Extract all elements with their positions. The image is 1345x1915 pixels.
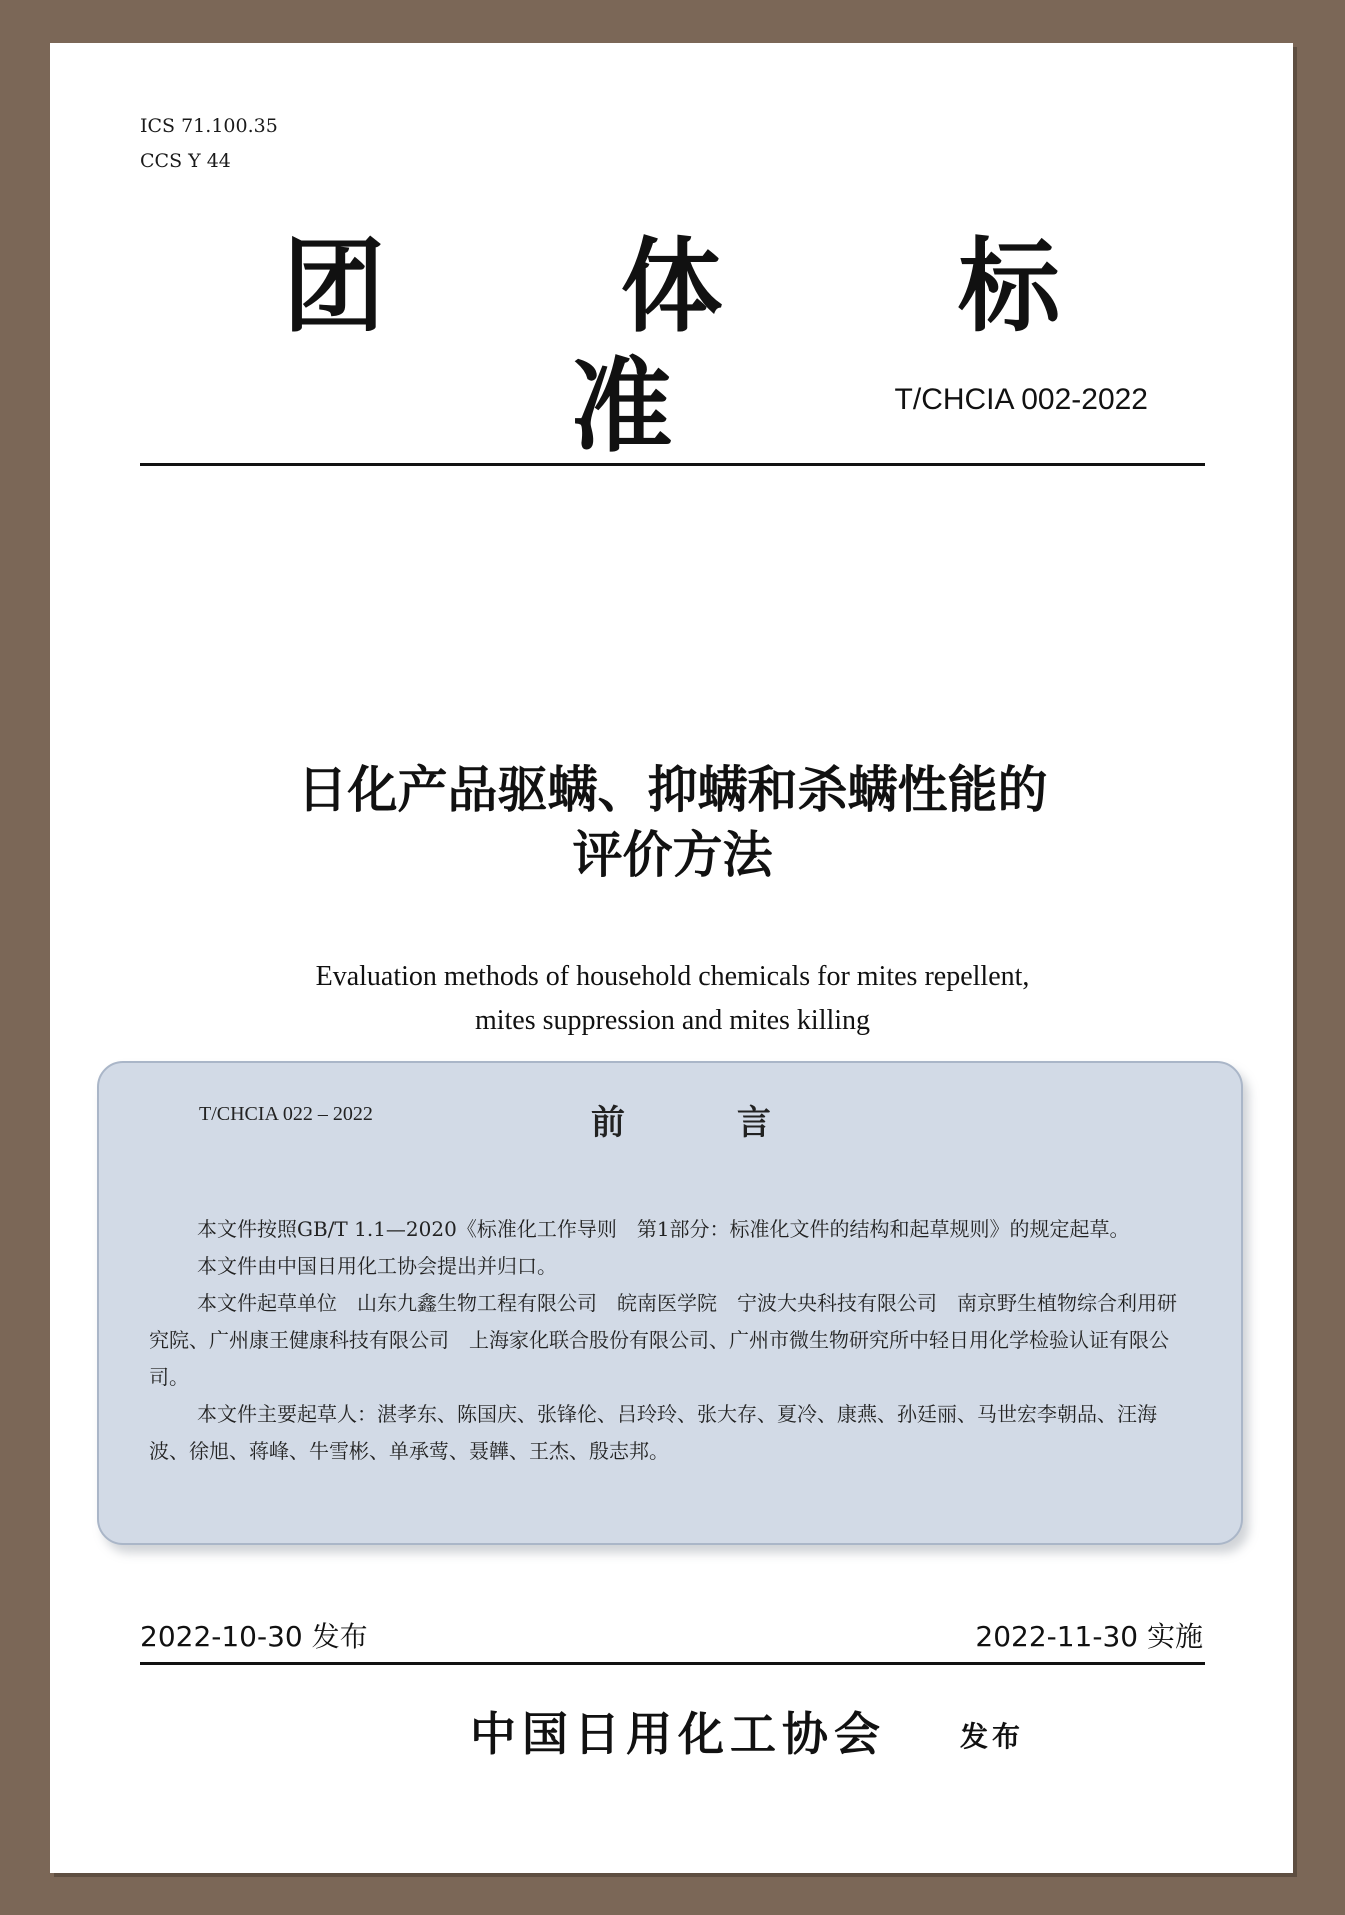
chinese-title-line-1: 日化产品驱螨、抑螨和杀螨性能的 <box>297 761 1048 819</box>
english-title-line-1: Evaluation methods of household chemicals for mites repellent, <box>315 961 1030 992</box>
foreword-paragraph: 本文件由中国日用化工协会提出并归口。 <box>197 1254 557 1278</box>
publisher-organization: 中国日用化工协会 <box>470 1707 886 1761</box>
english-title <box>50 955 1295 1043</box>
classification-codes <box>140 109 278 179</box>
standard-category: 团 体 标 准 <box>282 228 1161 467</box>
foreword-paragraph: 本文件主要起草人：湛孝东、陈国庆、张锋伦、吕玲玲、张大存、夏冷、康燕、孙廷丽、马世宏李朝品、汪海波、徐旭、蒋峰、牛雪彬、单承莺、聂韡、王杰、殷志邦。 <box>149 1402 1157 1463</box>
foreword-standard-code: T/CHCIA 022 – 2022 <box>199 1103 373 1125</box>
foreword-body <box>149 1211 1189 1470</box>
foreword-paragraph: 本文件按照GB/T 1.1—2020《标准化工作导则 第1部分：标准化文件的结构和起草规则》的规定起草。 <box>197 1217 1130 1241</box>
bottom-divider <box>140 1662 1205 1665</box>
foreword-title: 前 言 <box>591 1103 821 1143</box>
english-title-line-2: mites suppression and mites killing <box>474 1005 871 1036</box>
top-divider <box>140 463 1205 466</box>
chinese-title <box>50 758 1295 888</box>
implement-date: 2022-11-30 实施 <box>975 1620 1203 1653</box>
ccs-code: CCS Y 44 <box>140 150 231 172</box>
issue-date: 2022-10-30 发布 <box>140 1620 368 1653</box>
ics-code: ICS 71.100.35 <box>140 115 278 137</box>
document-page <box>50 43 1293 1873</box>
foreword-panel <box>97 1061 1243 1545</box>
publish-label: 发布 <box>960 1720 1025 1753</box>
foreword-paragraph: 本文件起草单位 山东九鑫生物工程有限公司 皖南医学院 宁波大央科技有限公司 南京野生植物综合利用研究院、广州康王健康科技有限公司 上海家化联合股份有限公司、广州市微生物研究所中轻日用化学检验认证有限公司。 <box>149 1291 1177 1389</box>
chinese-title-line-2: 评价方法 <box>572 826 773 884</box>
standard-number: T/CHCIA 002-2022 <box>894 383 1148 416</box>
